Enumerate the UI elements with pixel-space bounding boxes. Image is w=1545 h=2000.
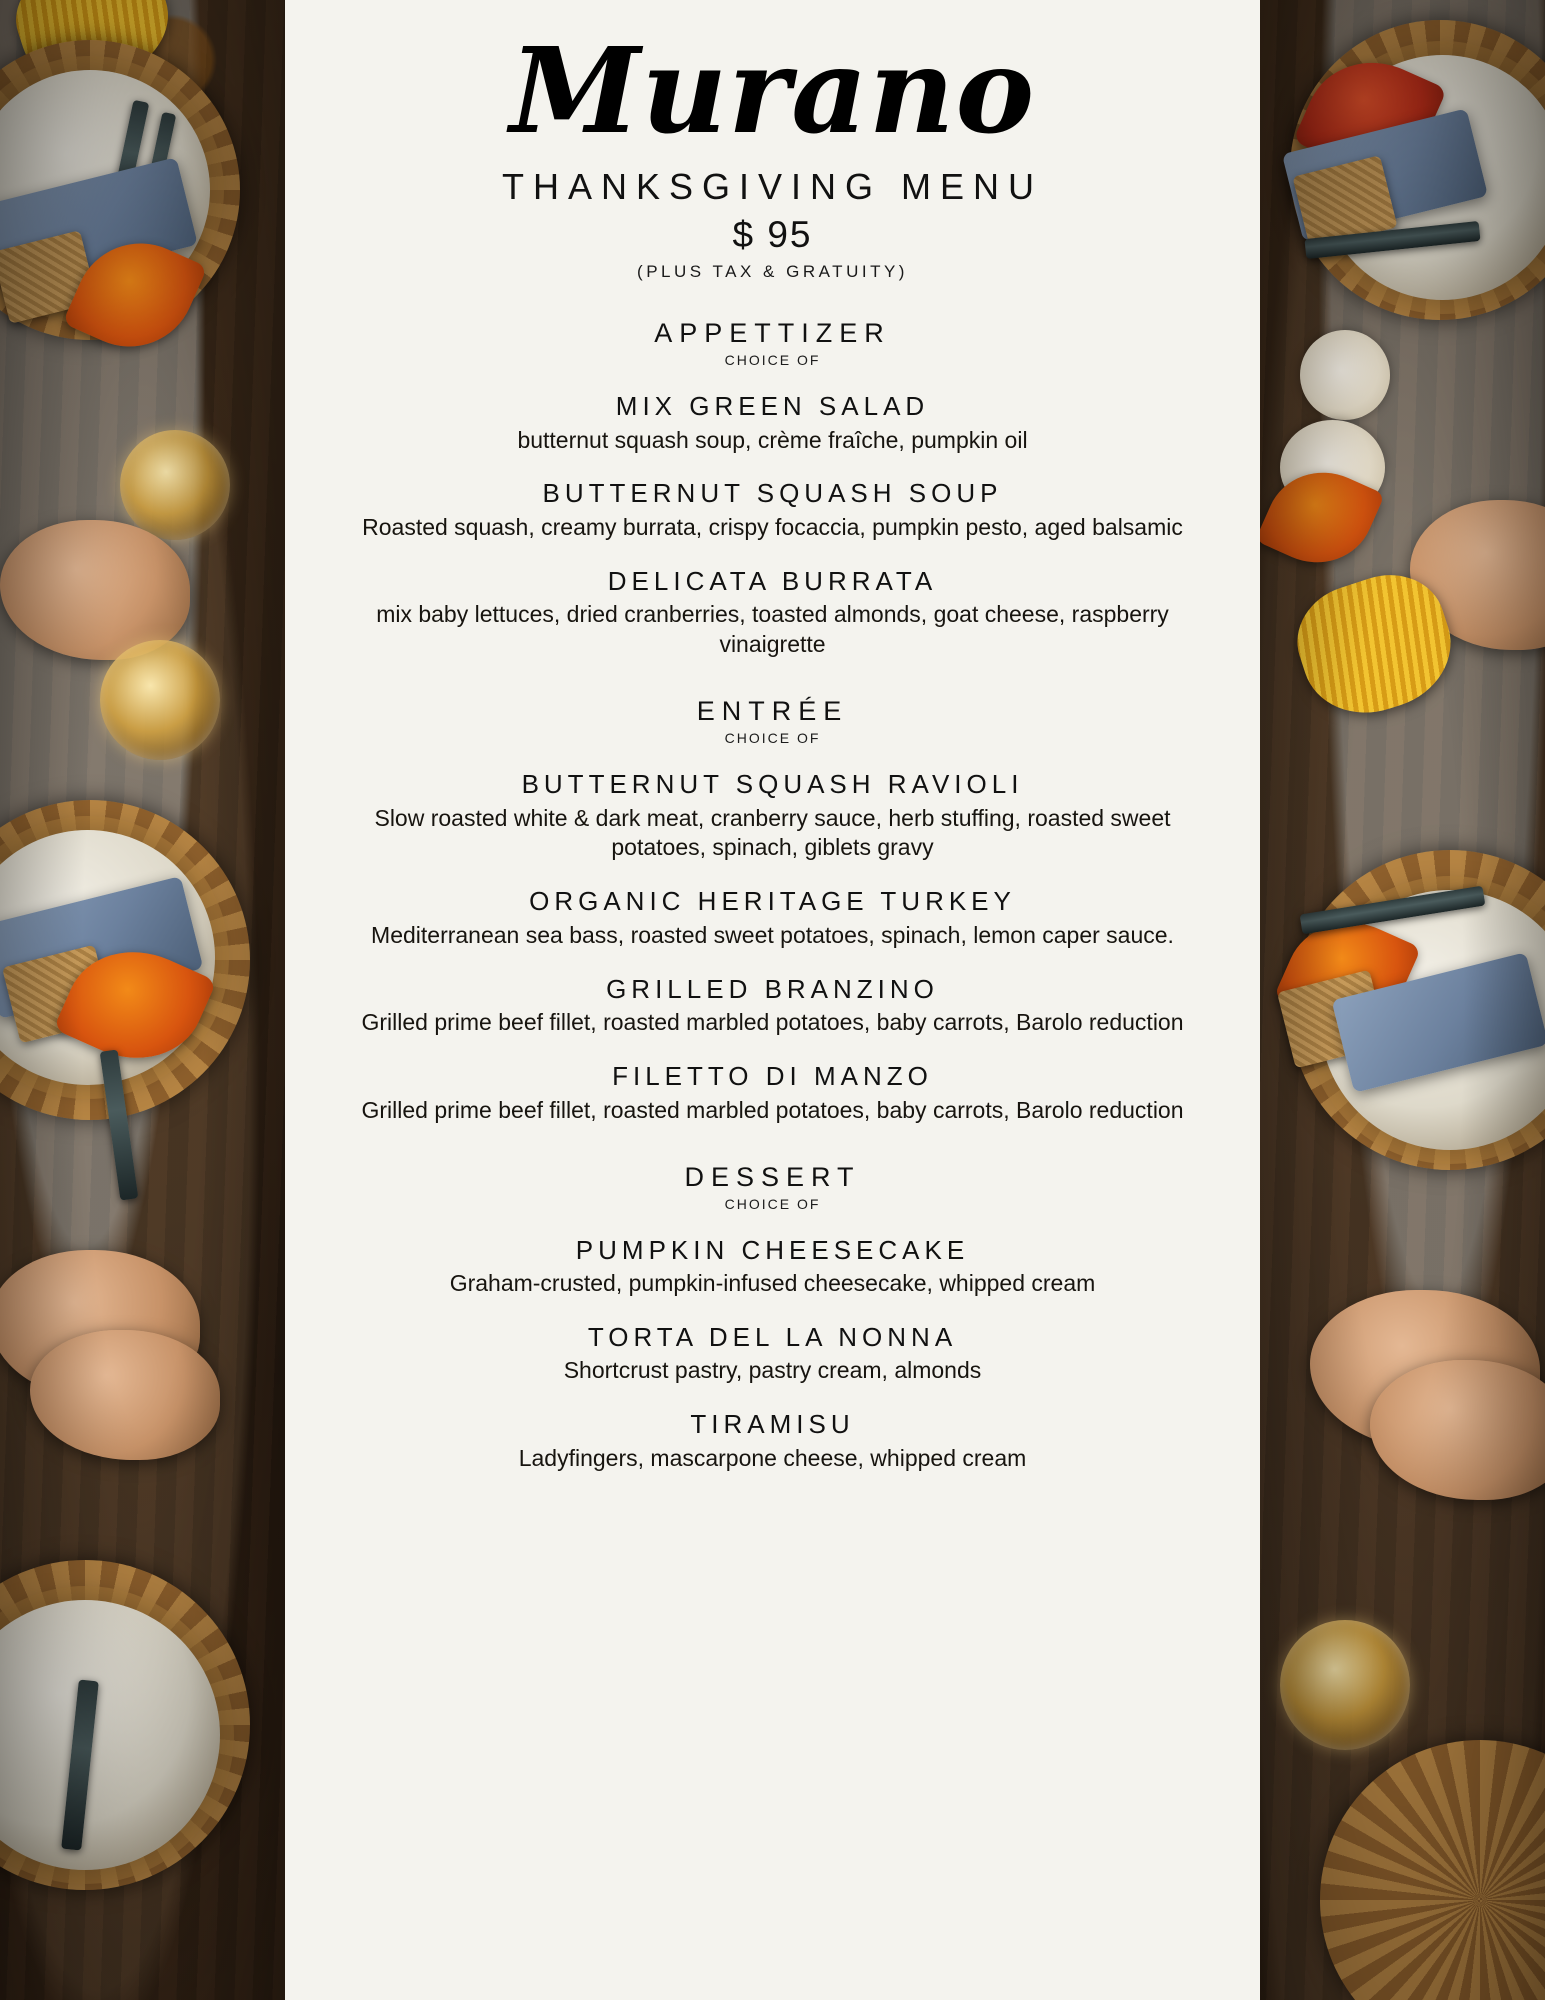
dish-name: FILETTO DI MANZO	[612, 1061, 933, 1092]
dish-description: Ladyfingers, mascarpone cheese, whipped cream	[518, 1444, 1027, 1471]
menu-item	[345, 1234, 1200, 1299]
dish-description: Roasted squash, creamy burrata, crispy focaccia, pumpkin pesto, aged balsamic	[362, 513, 1183, 540]
dish-name: TIRAMISU	[690, 1409, 855, 1440]
section-appetizer	[345, 318, 1200, 660]
menu-item	[345, 1060, 1200, 1125]
dish-name: ORGANIC HERITAGE TURKEY	[529, 886, 1016, 917]
dish-name: GRILLED BRANZINO	[606, 973, 939, 1004]
wine-glass-decor	[1280, 1620, 1410, 1750]
section-dessert	[345, 1162, 1200, 1474]
dish-description: butternut squash soup, crème fraîche, pumpkin oil	[517, 426, 1028, 453]
dish-description: mix baby lettuces, dried cranberries, toasted almonds, goat cheese, raspberry vinaigrette	[376, 601, 1169, 658]
section-title: ENTRÉE	[696, 696, 849, 727]
dish-name: BUTTERNUT SQUASH SOUP	[542, 478, 1003, 509]
menu-item	[345, 1321, 1200, 1386]
section-title: APPETTIZER	[654, 318, 891, 348]
menu-item	[345, 768, 1200, 863]
menu-item	[345, 885, 1200, 950]
menu-item	[345, 565, 1200, 660]
dish-description: Slow roasted white & dark meat, cranberry sauce, herb stuffing, roasted sweet potatoes, spinach, giblets gravy	[374, 804, 1171, 861]
section-title: DESSERT	[684, 1161, 861, 1192]
flower-decor	[1300, 330, 1390, 420]
section-choice-of: CHOICE OF	[724, 730, 821, 747]
wine-glass-decor	[120, 430, 230, 540]
wine-glass-decor	[100, 640, 220, 760]
right-photo-strip	[1260, 0, 1545, 2000]
dish-name: BUTTERNUT SQUASH RAVIOLI	[521, 769, 1024, 800]
restaurant-name: Murano	[509, 21, 1036, 160]
section-entree	[345, 696, 1200, 1125]
dish-name: MIX GREEN SALAD	[615, 391, 930, 421]
dish-description: Grilled prime beef fillet, roasted marbled potatoes, baby carrots, Barolo reduction	[361, 1096, 1184, 1123]
dish-description: Shortcrust pastry, pastry cream, almonds	[563, 1357, 982, 1384]
menu-item	[345, 390, 1200, 455]
left-photo-strip	[0, 0, 285, 2000]
menu-price: $ 95	[732, 214, 813, 255]
dish-description: Mediterranean sea bass, roasted sweet potatoes, spinach, lemon caper sauce.	[371, 921, 1174, 948]
dish-description: Graham-crusted, pumpkin-infused cheesecake, whipped cream	[449, 1270, 1096, 1297]
menu-title: THANKSGIVING MENU	[501, 166, 1044, 207]
dish-name: TORTA DEL LA NONNA	[587, 1321, 958, 1352]
section-choice-of: CHOICE OF	[724, 352, 821, 368]
menu-tax-note: (PLUS TAX & GRATUITY)	[637, 262, 908, 281]
menu-item	[345, 973, 1200, 1038]
menu-item	[345, 1408, 1200, 1473]
menu-item	[345, 477, 1200, 542]
dish-name: PUMPKIN CHEESECAKE	[575, 1234, 970, 1265]
dish-description: Grilled prime beef fillet, roasted marbled potatoes, baby carrots, Barolo reduction	[361, 1009, 1184, 1036]
dish-name: DELICATA BURRATA	[607, 565, 938, 596]
section-choice-of: CHOICE OF	[724, 1195, 821, 1212]
menu-card	[285, 0, 1260, 2000]
